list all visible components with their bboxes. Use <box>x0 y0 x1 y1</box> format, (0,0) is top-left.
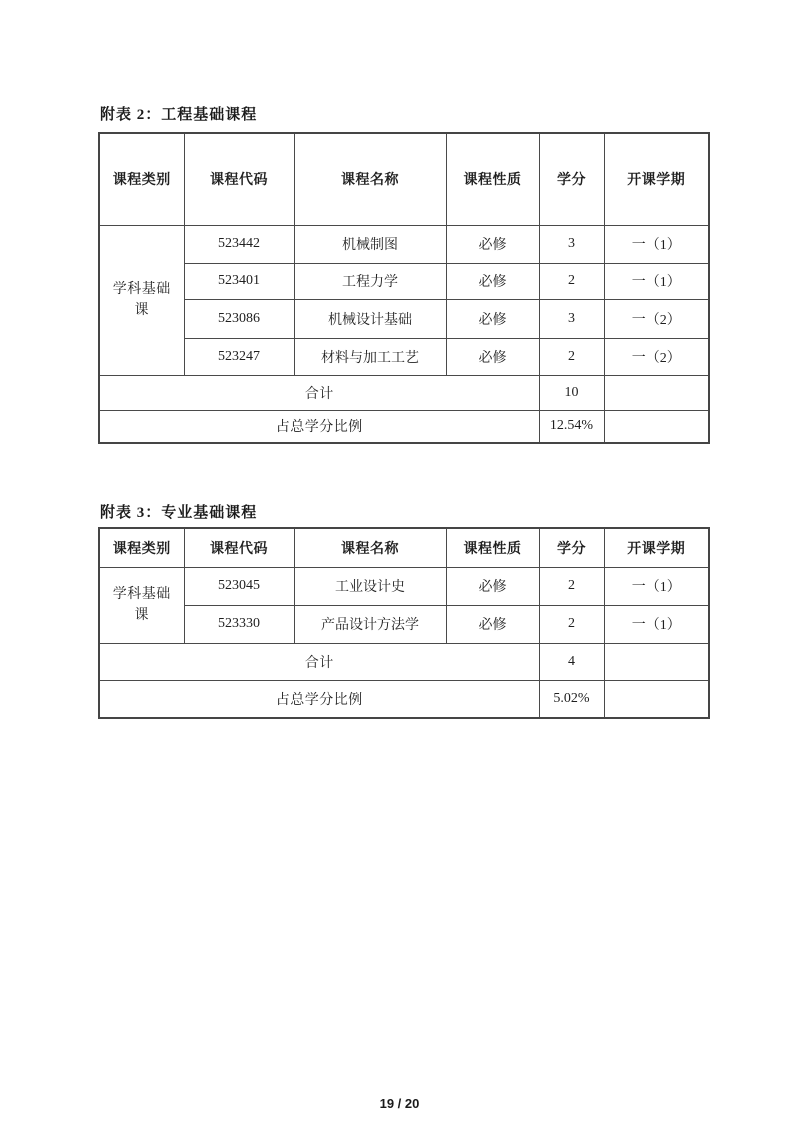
course-semester-cell: 一（2） <box>604 338 709 375</box>
total-credits-cell: 4 <box>539 643 604 680</box>
total-label-cell: 合计 <box>99 375 539 410</box>
professional-courses-table <box>98 527 710 719</box>
engineering-courses-table <box>98 132 710 444</box>
course-name-cell: 工程力学 <box>294 263 446 299</box>
col-header-category: 课程类别 <box>99 528 184 567</box>
course-code-cell: 523045 <box>184 567 294 605</box>
course-credits-cell: 3 <box>539 299 604 338</box>
course-credits-cell: 3 <box>539 225 604 263</box>
total-row <box>99 643 709 680</box>
empty-cell <box>604 643 709 680</box>
ratio-label-cell: 占总学分比例 <box>99 680 539 718</box>
course-nature-cell: 必修 <box>446 299 539 338</box>
course-semester-cell: 一（1） <box>604 605 709 643</box>
course-nature-cell: 必修 <box>446 263 539 299</box>
course-row <box>99 567 709 605</box>
course-row <box>99 299 709 338</box>
col-header-code: 课程代码 <box>184 528 294 567</box>
course-name-cell: 机械制图 <box>294 225 446 263</box>
course-nature-cell: 必修 <box>446 225 539 263</box>
course-code-cell: 523442 <box>184 225 294 263</box>
col-header-code: 课程代码 <box>184 133 294 225</box>
col-header-credits: 学分 <box>539 528 604 567</box>
course-semester-cell: 一（1） <box>604 225 709 263</box>
ratio-label-cell: 占总学分比例 <box>99 410 539 443</box>
table-header-row <box>99 133 709 225</box>
col-header-semester: 开课学期 <box>604 133 709 225</box>
empty-cell <box>604 375 709 410</box>
page-number: 19 / 20 <box>379 1096 420 1111</box>
course-credits-cell: 2 <box>539 338 604 375</box>
course-semester-cell: 一（1） <box>604 263 709 299</box>
empty-cell <box>604 680 709 718</box>
course-row <box>99 605 709 643</box>
ratio-row <box>99 680 709 718</box>
course-name-cell: 产品设计方法学 <box>294 605 446 643</box>
col-header-category: 课程类别 <box>99 133 184 225</box>
table1-title: 附表 2：工程基础课程 <box>100 107 258 123</box>
category-cell: 学科基础课 <box>99 225 184 375</box>
course-code-cell: 523247 <box>184 338 294 375</box>
course-nature-cell: 必修 <box>446 338 539 375</box>
col-header-credits: 学分 <box>539 133 604 225</box>
course-credits-cell: 2 <box>539 567 604 605</box>
col-header-name: 课程名称 <box>294 528 446 567</box>
course-semester-cell: 一（1） <box>604 567 709 605</box>
course-nature-cell: 必修 <box>446 567 539 605</box>
ratio-value-cell: 12.54% <box>539 410 604 443</box>
total-credits-cell: 10 <box>539 375 604 410</box>
empty-cell <box>604 410 709 443</box>
col-header-semester: 开课学期 <box>604 528 709 567</box>
course-credits-cell: 2 <box>539 605 604 643</box>
col-header-nature: 课程性质 <box>446 528 539 567</box>
course-code-cell: 523330 <box>184 605 294 643</box>
category-cell: 学科基础课 <box>99 567 184 643</box>
col-header-name: 课程名称 <box>294 133 446 225</box>
course-name-cell: 机械设计基础 <box>294 299 446 338</box>
course-credits-cell: 2 <box>539 263 604 299</box>
ratio-row <box>99 410 709 443</box>
col-header-nature: 课程性质 <box>446 133 539 225</box>
total-row <box>99 375 709 410</box>
total-label-cell: 合计 <box>99 643 539 680</box>
course-row <box>99 338 709 375</box>
course-semester-cell: 一（2） <box>604 299 709 338</box>
course-code-cell: 523401 <box>184 263 294 299</box>
course-row <box>99 263 709 299</box>
course-nature-cell: 必修 <box>446 605 539 643</box>
table2-title: 附表 3：专业基础课程 <box>100 505 258 521</box>
course-row <box>99 225 709 263</box>
course-code-cell: 523086 <box>184 299 294 338</box>
ratio-value-cell: 5.02% <box>539 680 604 718</box>
course-name-cell: 材料与加工工艺 <box>294 338 446 375</box>
course-name-cell: 工业设计史 <box>294 567 446 605</box>
table-header-row <box>99 528 709 567</box>
